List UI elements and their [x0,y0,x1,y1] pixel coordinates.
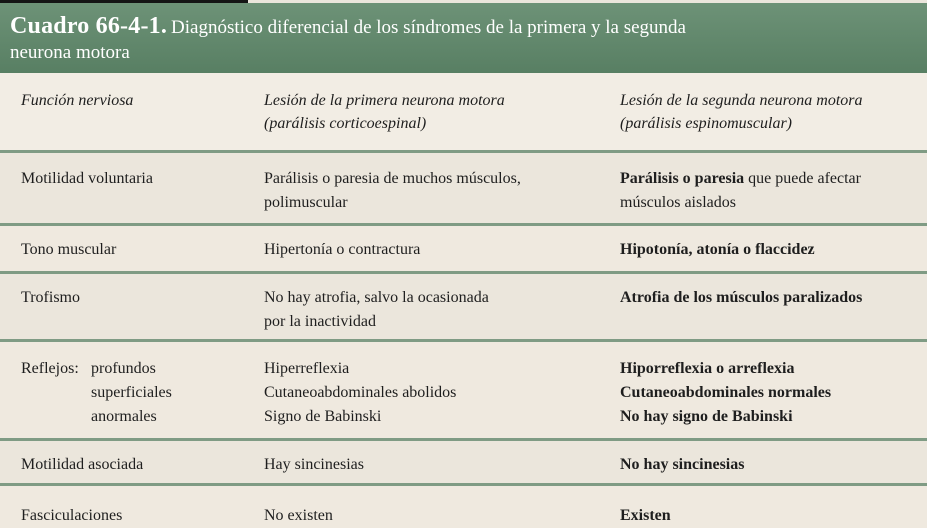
first-neuron-cell: Parálisis o paresia de muchos músculos, polimuscular [264,170,521,211]
col-header-function: Función nerviosa [21,92,134,109]
row-label: Trofismo [21,289,80,306]
row-label: Tono muscular [21,241,117,258]
table-row-motilidad-asociada [0,441,927,483]
second-neuron-cell: Parálisis o paresia que puede afectar músculos aislados [620,170,861,211]
row-label-reflejos [21,357,241,429]
second-neuron-cell: Hiporreflexia o arreflexia Cutaneoabdominales normales No hay signo de Babinski [620,360,832,425]
table-title-line2: neurona motora [10,42,130,63]
row-label: Reflejos: [21,360,79,377]
table-caption [0,3,927,73]
table-row-fasciculaciones [0,486,927,528]
first-neuron-cell: No existen [264,507,333,524]
table-row-motilidad-voluntaria [0,153,927,223]
table-row-trofismo [0,274,927,339]
table-title: Diagnóstico diferencial de los síndromes de la primera y la segunda [171,17,686,38]
column-headers [0,73,927,150]
row-label: Fasciculaciones [21,507,123,524]
reflex-type-superficial: superficiales [91,384,172,401]
first-neuron-cell: Hay sincinesias [264,456,364,473]
row-label: Motilidad voluntaria [21,170,153,187]
second-neuron-cell: Hipotonía, atonía o flaccidez [620,241,815,258]
reflex-type-abnormal: anormales [91,408,157,425]
table-row-tono-muscular [0,226,927,271]
table-row-reflejos [0,342,927,438]
row-label: Motilidad asociada [21,456,144,473]
second-neuron-cell: Existen [620,507,671,524]
second-neuron-cell: No hay sincinesias [620,456,745,473]
col-header-first-neuron: Lesión de la primera neurona motora (parálisis corticoespinal) [264,92,505,132]
reflex-type-deep: profundos [91,360,156,377]
table-number: Cuadro 66-4-1. [10,13,168,39]
first-neuron-cell: No hay atrofia, salvo la ocasionada por la inactividad [264,289,489,330]
first-neuron-cell: Hipertonía o contractura [264,241,421,258]
first-neuron-cell: Hiperreflexia Cutaneoabdominales abolidos Signo de Babinski [264,360,457,425]
second-neuron-cell: Atrofia de los músculos paralizados [620,289,863,306]
col-header-second-neuron: Lesión de la segunda neurona motora (parálisis espinomuscular) [620,92,863,132]
